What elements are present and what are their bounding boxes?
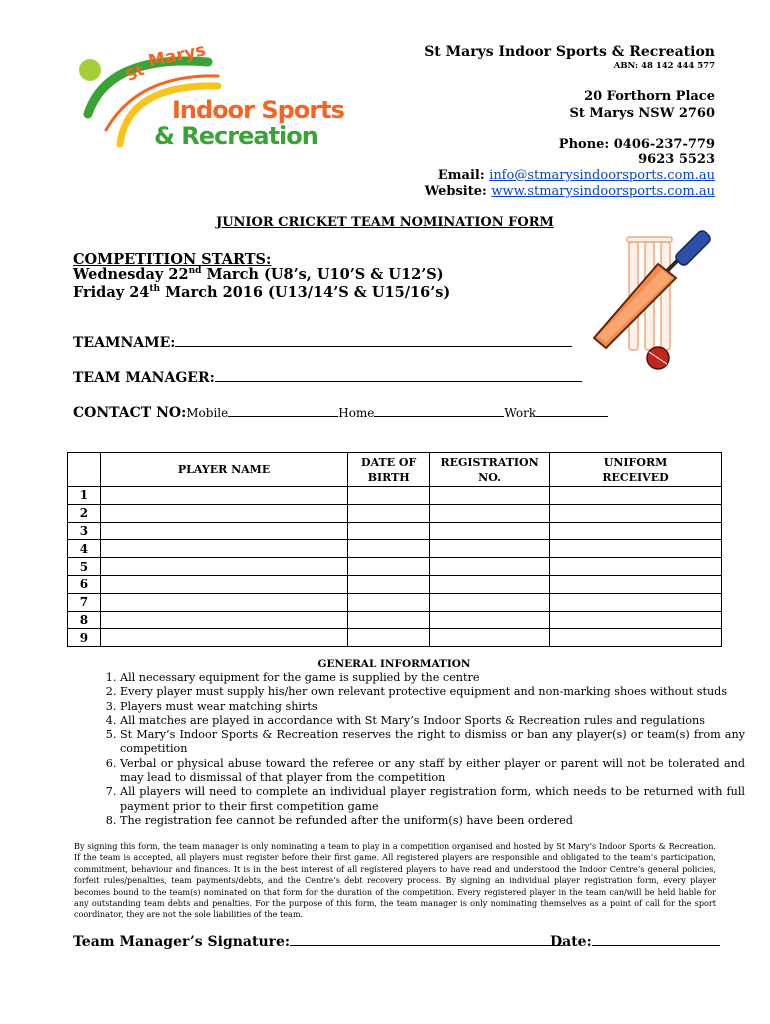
uniform-cell[interactable] [550,487,722,505]
player-name-cell[interactable] [100,593,347,611]
general-info-title: GENERAL INFORMATION [317,658,471,670]
teamname-field[interactable] [73,334,572,351]
signature-label: Team Manager’s Signature: [73,934,291,950]
signature-field[interactable] [73,933,563,950]
table-row [68,504,722,522]
line1-sup: nd [188,266,202,277]
signature-line[interactable] [290,933,563,946]
row-number: 2 [68,504,101,522]
col-header-registration: REGISTRATION NO. [430,453,550,487]
dob-cell[interactable] [348,504,430,522]
player-name-cell[interactable] [100,611,347,629]
phone-alt: 9623 5523 [638,152,715,167]
registration-cell[interactable] [430,540,550,558]
table-row [68,593,722,611]
row-number: 6 [68,575,101,593]
table-row [68,575,722,593]
abn: ABN: 48 142 444 577 [613,61,715,71]
home-label: Home [338,406,375,420]
player-name-cell[interactable] [100,487,347,505]
registration-cell[interactable] [430,611,550,629]
table-header-row [68,453,722,487]
manager-line[interactable] [215,369,582,382]
email-row [438,167,715,184]
dob-cell[interactable] [348,575,430,593]
contact-field[interactable] [73,404,608,421]
col-header-number [68,453,101,487]
line2-post: March 2016 (U13/14’S & U15/16’s) [160,284,451,301]
table-row [68,611,722,629]
uniform-cell[interactable] [550,558,722,576]
disclaimer: By signing this form, the team manager is only nominating a team to play in a competition organised and hosted by St Mary’s Indoor Sports & Recreation. If the team is accepted, all players must register before their first game. All registered players are responsible and obligated to the team’s participation, commitment, behaviour and finances. It is in the best interest of all registered players to have read and understood the Indoor Centre’s general policies, forfeit rules/penalties, team payments/debts, and the Centre’s debt recovery process. By signing an individual player registration form, every player becomes bound to the team(s) nominated on that form for the duration of the competition. Every registered player in the team can/will be held liable for any outstanding team debts and penalties. For the purpose of this form, the team manager is only nominating themselves as a point of call for the sport coordinator, they are not the sole liabilities of the team. [74,841,716,920]
uniform-cell[interactable] [550,504,722,522]
contact-label: CONTACT NO: [73,405,187,421]
list-item: 2. Every player must supply his/her own relevant protective equipment and non-marking shoes without studs [120,685,745,699]
logo-line2: & Recreation [154,122,318,150]
line1-pre: Wednesday 22 [73,266,189,283]
date-label: Date: [550,934,592,950]
uniform-cell[interactable] [550,593,722,611]
logo-marys: Marys [146,40,208,72]
registration-cell[interactable] [430,504,550,522]
logo [68,40,344,156]
list-item: 1. All necessary equipment for the game is supplied by the centre [120,671,745,685]
mobile-label: Mobile [186,406,229,420]
address-line2: St Marys NSW 2760 [569,106,715,121]
uniform-cell[interactable] [550,522,722,540]
dob-cell[interactable] [348,540,430,558]
website-row [425,183,715,200]
registration-cell[interactable] [430,629,550,647]
list-item: 3. Players must wear matching shirts [120,700,745,714]
table-row [68,522,722,540]
competition-label: COMPETITION STARTS: [73,251,272,268]
registration-cell[interactable] [430,558,550,576]
logo-st: St [123,61,147,85]
player-name-cell[interactable] [100,558,347,576]
col-header-dob: DATE OF BIRTH [348,453,430,487]
row-number: 1 [68,487,101,505]
list-item: 7. All players will need to complete an individual player registration form, which needs to be returned with full payment prior to their first competition game [120,785,745,814]
competition-line2 [73,284,450,301]
dob-cell[interactable] [348,593,430,611]
mobile-line[interactable] [228,404,338,417]
competition-line1 [73,266,444,283]
dob-cell[interactable] [348,558,430,576]
registration-cell[interactable] [430,593,550,611]
date-field[interactable] [550,933,720,950]
player-name-cell[interactable] [100,575,347,593]
table-row [68,540,722,558]
org-name: St Marys Indoor Sports & Recreation [424,44,715,60]
dob-cell[interactable] [348,629,430,647]
uniform-cell[interactable] [550,611,722,629]
player-name-cell[interactable] [100,540,347,558]
date-line[interactable] [592,933,720,946]
manager-label: TEAM MANAGER: [73,370,215,386]
address-line1: 20 Forthorn Place [584,89,715,104]
registration-cell[interactable] [430,575,550,593]
player-name-cell[interactable] [100,629,347,647]
cricket-bat-illustration [588,228,738,378]
general-info-list [92,671,745,828]
row-number: 5 [68,558,101,576]
work-line[interactable] [536,404,608,417]
list-item: 4. All matches are played in accordance with St Mary’s Indoor Sports & Recreation rules and regulations [120,714,745,728]
uniform-cell[interactable] [550,629,722,647]
line2-pre: Friday 24 [73,284,150,301]
uniform-cell[interactable] [550,575,722,593]
list-item: 8. The registration fee cannot be refunded after the uniform(s) have been ordered [120,814,745,828]
teamname-line[interactable] [175,334,572,347]
uniform-cell[interactable] [550,540,722,558]
dob-cell[interactable] [348,611,430,629]
table-row [68,487,722,505]
player-name-cell[interactable] [100,522,347,540]
registration-cell[interactable] [430,487,550,505]
teamname-label: TEAMNAME: [73,335,176,351]
form-title: JUNIOR CRICKET TEAM NOMINATION FORM [216,215,554,230]
player-table [67,452,722,647]
row-number: 3 [68,522,101,540]
row-number: 8 [68,611,101,629]
col-header-uniform: UNIFORM RECEIVED [550,453,722,487]
table-row [68,629,722,647]
email-link[interactable]: info@stmarysindoorsports.com.au [489,168,715,183]
row-number: 4 [68,540,101,558]
registration-cell[interactable] [430,522,550,540]
dob-cell[interactable] [348,522,430,540]
home-line[interactable] [374,404,504,417]
table-row [68,558,722,576]
list-item: 6. Verbal or physical abuse toward the referee or any staff by either player or parent will not be tolerated and may lead to dismissal of that player from the competition [120,757,745,786]
line2-sup: th [149,284,161,295]
row-number: 9 [68,629,101,647]
manager-field[interactable] [73,369,582,386]
website-link[interactable]: www.stmarysindoorsports.com.au [491,184,715,199]
work-label: Work [504,406,537,420]
player-name-cell[interactable] [100,504,347,522]
col-header-player-name: PLAYER NAME [100,453,347,487]
dob-cell[interactable] [348,487,430,505]
logo-line1: Indoor Sports [172,96,344,124]
line1-post: March (U8’s, U10’S & U12’S) [201,266,444,283]
email-label: Email: [437,168,490,183]
phone: Phone: 0406-237-779 [558,137,715,152]
list-item: 5. St Mary’s Indoor Sports & Recreation reserves the right to dismiss or ban any player(s) or team(s) from any competition [120,728,745,757]
website-label: Website: [424,184,492,199]
row-number: 7 [68,593,101,611]
ball [647,347,669,369]
